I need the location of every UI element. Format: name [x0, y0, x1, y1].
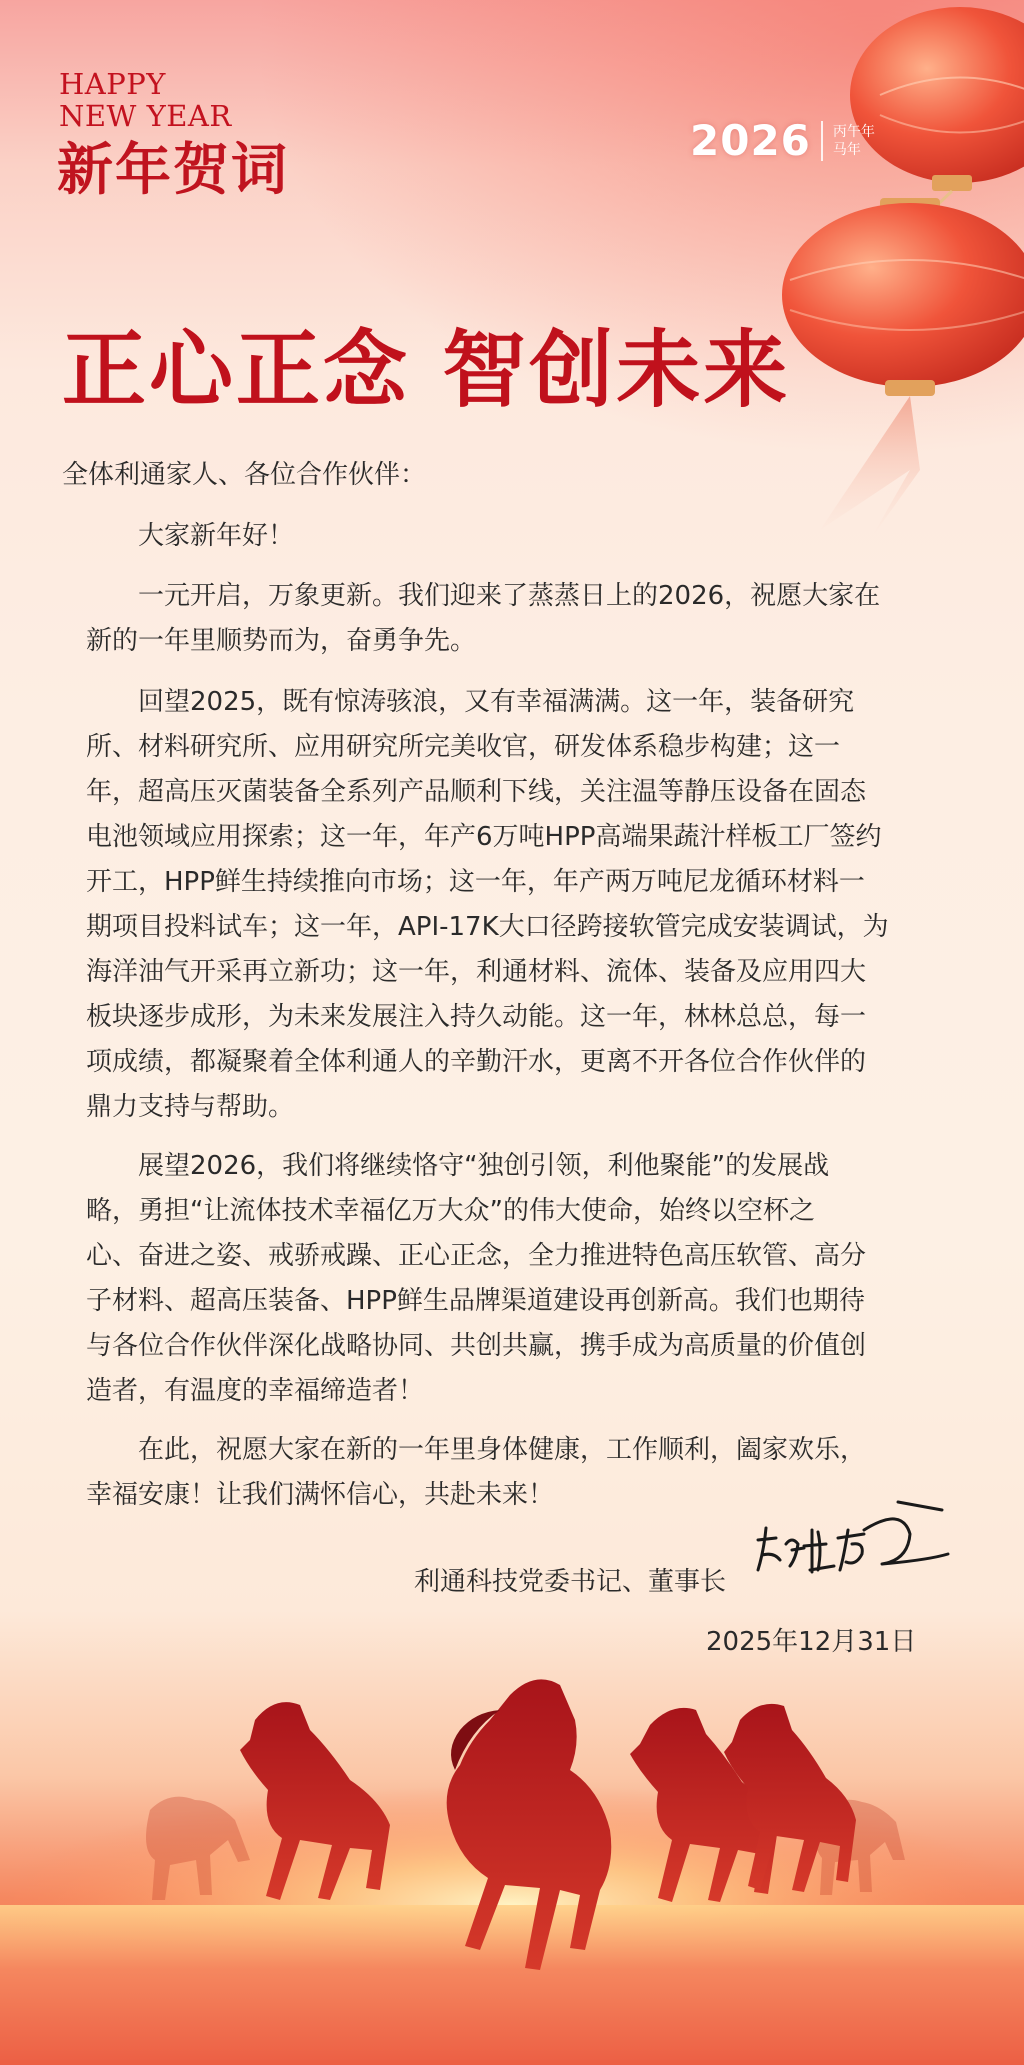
paragraph-3 — [86, 1144, 948, 1414]
signer-title: 利通科技党委书记、董事长 — [414, 1567, 727, 1597]
paragraph-line: 所、材料研究所、应用研究所完美收官，研发体系稳步构建；这一 — [86, 732, 841, 762]
salutation: 全体利通家人、各位合作伙伴： — [62, 460, 427, 490]
year-number: 2026 — [690, 116, 811, 165]
greeting-title: 新年贺词 — [57, 138, 289, 203]
new-year-line: NEW YEAR — [59, 99, 232, 133]
letter-date: 2025年12月31日 — [706, 1627, 917, 1657]
year-badge — [690, 118, 875, 164]
paragraph-line: 新的一年里顺势而为，奋勇争先。 — [86, 626, 477, 656]
greeting-text: 大家新年好！ — [138, 521, 295, 551]
paragraph-line: 心、奋进之姿、戒骄戒躁、正心正念，全力推进特色高压软管、高分 — [86, 1241, 867, 1271]
running-horses-illustration — [0, 1650, 1024, 2065]
paragraph-2 — [86, 680, 948, 1130]
year-sub-line1: 丙午年 — [832, 124, 875, 140]
paragraph-line: 期项目投料试车；这一年，API-17K大口径跨接软管完成安装调试，为 — [86, 912, 889, 942]
paragraph-line: 电池领域应用探索；这一年，年产6万吨HPP高端果蔬汁样板工厂签约 — [86, 822, 882, 852]
paragraph-line: 板块逐步成形，为未来发展注入持久动能。这一年，林林总总，每一 — [86, 1002, 867, 1032]
lantern-decoration — [760, 0, 1024, 540]
paragraph-line: 项成绩，都凝聚着全体利通人的辛勤汗水，更离不开各位合作伙伴的 — [86, 1047, 867, 1077]
paragraph-line: 开工，HPP鲜生持续推向市场；这一年，年产两万吨尼龙循环材料一 — [86, 867, 865, 897]
lantern-bottom-icon — [782, 198, 1024, 540]
paragraph-1 — [86, 574, 948, 664]
signature-icon — [752, 1500, 952, 1590]
lantern-top-icon — [850, 7, 1024, 210]
paragraph-line: 展望2026，我们将继续恪守“独创引领，利他聚能”的发展战 — [138, 1151, 830, 1181]
paragraph-line: 年，超高压灭菌装备全系列产品顺利下线，关注温等静压设备在固态 — [86, 777, 867, 807]
year-subtitle — [833, 123, 875, 159]
greeting-line — [86, 514, 948, 559]
paragraph-line: 与各位合作伙伴深化战略协同、共创共赢，携手成为高质量的价值创 — [86, 1331, 867, 1361]
paragraph-line: 鼎力支持与帮助。 — [86, 1092, 295, 1122]
year-sub-line2: 马年 — [832, 142, 861, 158]
main-title: 正心正念 智创未来 — [62, 321, 791, 419]
happy-new-year-text — [59, 68, 232, 132]
paragraph-line: 幸福安康！让我们满怀信心，共赴未来！ — [86, 1480, 555, 1510]
paragraph-line: 略，勇担“让流体技术幸福亿万大众”的伟大使命，始终以空杯之 — [86, 1196, 815, 1226]
happy-line: HAPPY — [59, 67, 166, 101]
paragraph-line: 子材料、超高压装备、HPP鲜生品牌渠道建设再创新高。我们也期待 — [86, 1286, 865, 1316]
paragraph-line: 一元开启，万象更新。我们迎来了蒸蒸日上的2026，祝愿大家在 — [138, 581, 881, 611]
paragraph-line: 海洋油气开采再立新功；这一年，利通材料、流体、装备及应用四大 — [86, 957, 867, 987]
paragraph-line: 在此，祝愿大家在新的一年里身体健康，工作顺利，阖家欢乐， — [138, 1435, 867, 1465]
paragraph-line: 造者，有温度的幸福缔造者！ — [86, 1376, 425, 1406]
year-divider — [821, 121, 823, 161]
paragraph-line: 回望2025，既有惊涛骇浪，又有幸福满满。这一年，装备研究 — [138, 687, 855, 717]
